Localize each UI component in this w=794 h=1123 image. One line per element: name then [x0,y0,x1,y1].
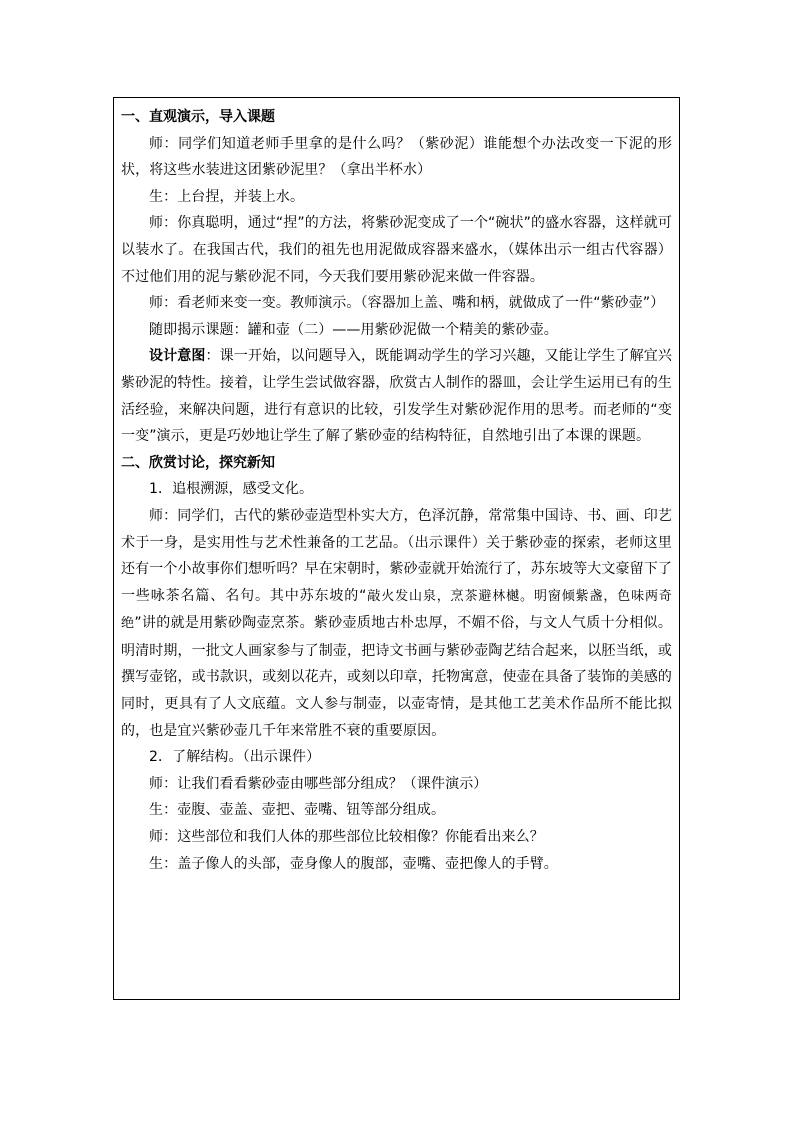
dialogue-line: 生：壶腹、壶盖、壶把、壶嘴、钮等部分组成。 [149,802,446,819]
paragraph: 随即揭示课题：罐和壶（二）——用紫砂泥做一个精美的紫砂壶。 [149,321,558,338]
paragraph: 生：上台捏，并装上水。 [149,188,305,205]
design-intent-label: 设计意图 [149,348,206,365]
list-item: 2．了解结构。（出示课件） [149,749,321,766]
list-item: 1．追根溯源，感受文化。 [149,481,314,498]
section-heading-2: 二、欣赏讨论，探究新知 [121,454,275,471]
story-text-after: ”讲的就是用紫砂陶壶烹茶。紫砂壶质地古朴忠厚，不媚不俗，与文人气质十分相似。明清时期，一批文人画家参与了制壶，把诗文书画与紫砂壶陶艺结合起来，以胚当纸，或撰写壶铭，或书款识，或刻以花卉，或刻以印章，托物寓意，使壶在具备了装饰的美感的同时，更具有了人文底蕴。文人参与制壶，以壶寄情，是其他工艺美术作品所不能比拟的，也是宜兴紫砂壶几千年来常胜不衰的重要原因。 [121,615,672,739]
poem-quote: 敲火发山泉，烹茶避林樾。明窗倾紫盏，色味两奇绝 [121,588,673,632]
design-intent-text: ：课一开始，以问题导入，既能调动学生的学习兴趣，又能让学生了解宜兴紫砂泥的特性。接着，让学生尝试做容器，欣赏古人制作的器皿，会让学生运用已有的生活经验，来解决问题，进行有意识的比较，引发学生对紫砂泥作用的思考。而老师的“变一变”演示，更是巧妙地让学生了解了紫砂壶的结构特征，自然地引出了本课的课题。 [121,348,672,445]
dialogue-line: 师：让我们看看紫砂壶由哪些部分组成？（课件演示） [149,775,488,792]
design-intent-paragraph [121,343,672,449]
dialogue-line: 师：这些部位和我们人体的那些部位比较相像？你能看出来么？ [149,829,544,846]
paragraph: 师：你真聪明，通过“捏”的方法，将紫砂泥变成了一个“碗状”的盛水容器，这样就可以装水了。在我国古代，我们的祖先也用泥做成容器来盛水，（媒体出示一组古代容器）不过他们用的泥与紫砂泥不同，今天我们要用紫砂泥来做一件容器。 [121,215,672,285]
paragraph: 师：看老师来变一变。教师演示。（容器加上盖、嘴和柄，就做成了一件“紫砂壶”） [149,295,665,312]
story-text-before: 师：同学们，古代的紫砂壶造型朴实大方，色泽沉静，常常集中国诗、书、画、印艺术于一身，是实用性与艺术性兼备的工艺品。（出示课件）关于紫砂壶的探索，老师这里还有一个小故事你们想听吗？早在宋朝时，紫砂壶就开始流行了，苏东坡等大文豪留下了一些咏茶名篇、名句。其中苏东坡的“ [121,507,672,604]
lesson-plan-table-cell [113,97,680,1000]
story-paragraph [121,503,672,744]
paragraph: 师：同学们知道老师手里拿的是什么吗？（紫砂泥）谁能想个办法改变一下泥的形状，将这些水装进这团紫砂泥里？（拿出半杯水） [121,135,672,179]
dialogue-line: 生：盖子像人的头部，壶身像人的腹部，壶嘴、壶把像人的手臂。 [149,855,558,872]
section-heading-1: 一、直观演示，导入课题 [121,109,275,125]
